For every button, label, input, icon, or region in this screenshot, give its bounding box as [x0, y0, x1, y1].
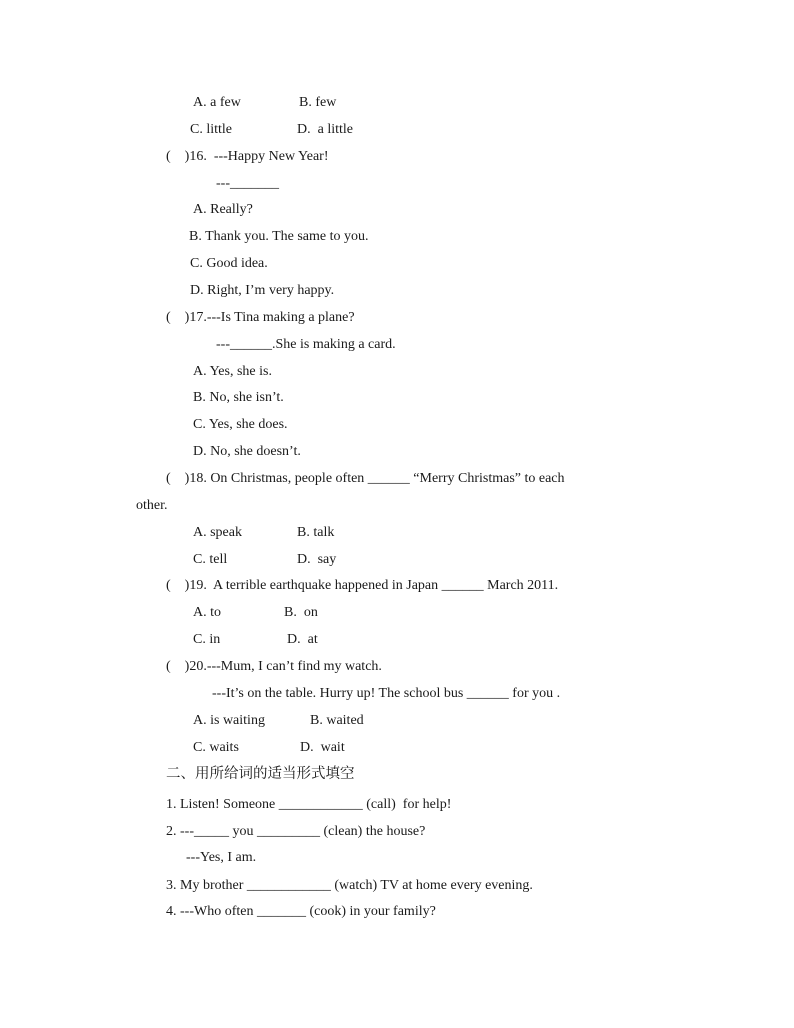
answer-line-20: ---It’s on the table. Hurry up! The school bus ______ for you .	[212, 686, 561, 701]
fill-item-3: 3. My brother ____________ (watch) TV at home every evening.	[166, 878, 533, 893]
fill-item-2-reply: ---Yes, I am.	[186, 850, 257, 865]
fill-item-4: 4. ---Who often _______ (cook) in your family?	[166, 904, 436, 919]
option-c: C. little	[190, 122, 232, 137]
fill-item-2: 2. ---_____ you _________ (clean) the house?	[166, 824, 426, 839]
option-c: C. Good idea.	[190, 256, 268, 271]
option-c: C. Yes, she does.	[193, 417, 288, 432]
option-d: D. a little	[297, 122, 353, 137]
option-b: B. few	[299, 95, 337, 110]
section-heading: 二、用所给词的适当形式填空	[166, 766, 355, 782]
question-18: ( )18. On Christmas, people often ______ “Merry Christmas” to each	[166, 471, 565, 486]
option-a: A. Yes, she is.	[193, 364, 272, 379]
option-b: B. waited	[310, 713, 364, 728]
question-17: ( )17.---Is Tina making a plane?	[166, 310, 355, 325]
option-a: A. to	[193, 605, 221, 620]
fill-item-1: 1. Listen! Someone ____________ (call) for help!	[166, 797, 452, 812]
option-c: C. in	[193, 632, 221, 647]
option-c: C. tell	[193, 552, 228, 567]
option-d: D. No, she doesn’t.	[193, 444, 301, 459]
option-a: A. Really?	[193, 202, 253, 217]
option-b: B. No, she isn’t.	[193, 390, 284, 405]
option-a: A. a few	[193, 95, 241, 110]
option-c: C. waits	[193, 740, 239, 755]
option-d: D. say	[297, 552, 337, 567]
answer-line-17: ---______.She is making a card.	[216, 337, 396, 352]
question-16: ( )16. ---Happy New Year!	[166, 149, 329, 164]
option-d: D. Right, I’m very happy.	[190, 283, 335, 298]
question-20: ( )20.---Mum, I can’t find my watch.	[166, 659, 382, 674]
answer-blank-16: ---_______	[216, 176, 279, 191]
option-b: B. Thank you. The same to you.	[189, 229, 369, 244]
option-a: A. speak	[193, 525, 242, 540]
option-b: B. on	[284, 605, 318, 620]
option-b: B. talk	[297, 525, 335, 540]
question-18-continued: other.	[136, 498, 168, 513]
option-d: D. wait	[300, 740, 345, 755]
question-19: ( )19. A terrible earthquake happened in Japan ______ March 2011.	[166, 578, 559, 593]
option-a: A. is waiting	[193, 713, 265, 728]
option-d: D. at	[287, 632, 318, 647]
